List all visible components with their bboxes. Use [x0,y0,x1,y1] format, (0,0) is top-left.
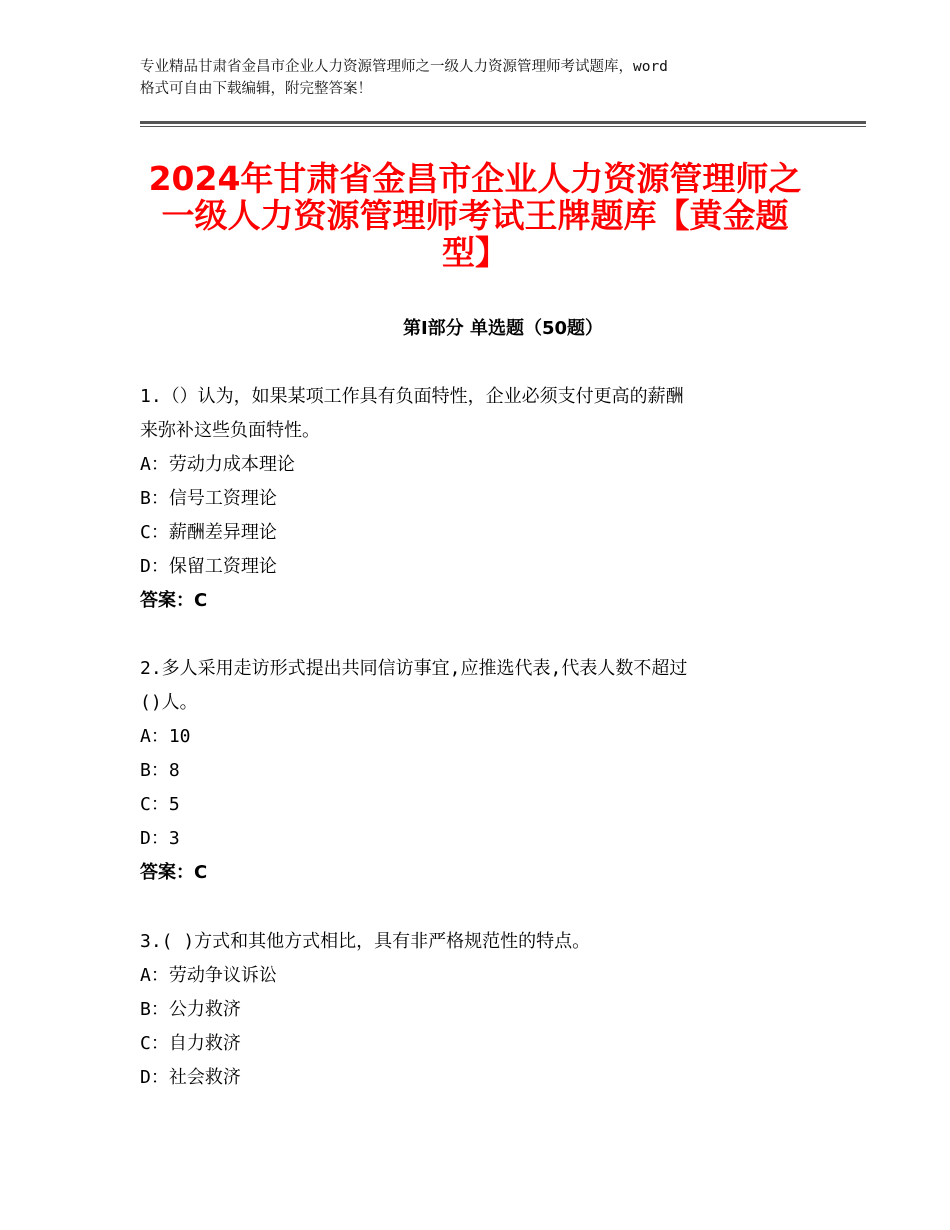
document-title [120,160,830,271]
header-note-line: 格式可自由下载编辑，附完整答案！ [140,81,372,97]
section-title: 第Ⅰ部分 单选题（50题） [402,318,603,339]
answer-line: 答案：C [140,862,208,883]
option-b: B：信号工资理论 [140,488,277,509]
question-stem: 1.（）认为，如果某项工作具有负面特性，企业必须支付更高的薪酬 [140,386,684,407]
question-stem: 2.多人采用走访形式提出共同信访事宜,应推选代表,代表人数不超过 [140,658,688,679]
header-note [140,56,820,100]
option-d: D：3 [140,828,180,849]
option-a: A：劳动争议诉讼 [140,965,277,986]
question-stem: 来弥补这些负面特性。 [140,420,320,441]
option-c: C：薪酬差异理论 [140,522,277,543]
question-item [140,380,866,618]
title-line: 2024年甘肃省金昌市企业人力资源管理师之 [148,159,802,198]
option-b: B：8 [140,760,180,781]
question-item [140,925,866,1095]
option-c: C：自力救济 [140,1033,241,1054]
header-divider-thin [140,126,866,127]
question-stem: ()人。 [140,692,198,713]
option-c: C：5 [140,794,180,815]
header-divider-thick [140,121,866,124]
answer-line: 答案：C [140,590,208,611]
option-d: D：保留工资理论 [140,556,277,577]
header-note-line: 专业精品甘肃省金昌市企业人力资源管理师之一级人力资源管理师考试题库，word [140,59,668,75]
option-a: A：10 [140,726,191,747]
title-line: 型】 [442,233,508,272]
option-d: D：社会救济 [140,1067,241,1088]
option-b: B：公力救济 [140,999,241,1020]
question-item [140,652,866,890]
question-stem: 3.( )方式和其他方式相比，具有非严格规范性的特点。 [140,931,591,952]
option-a: A：劳动力成本理论 [140,454,295,475]
title-line: 一级人力资源管理师考试王牌题库【黄金题 [161,196,789,235]
